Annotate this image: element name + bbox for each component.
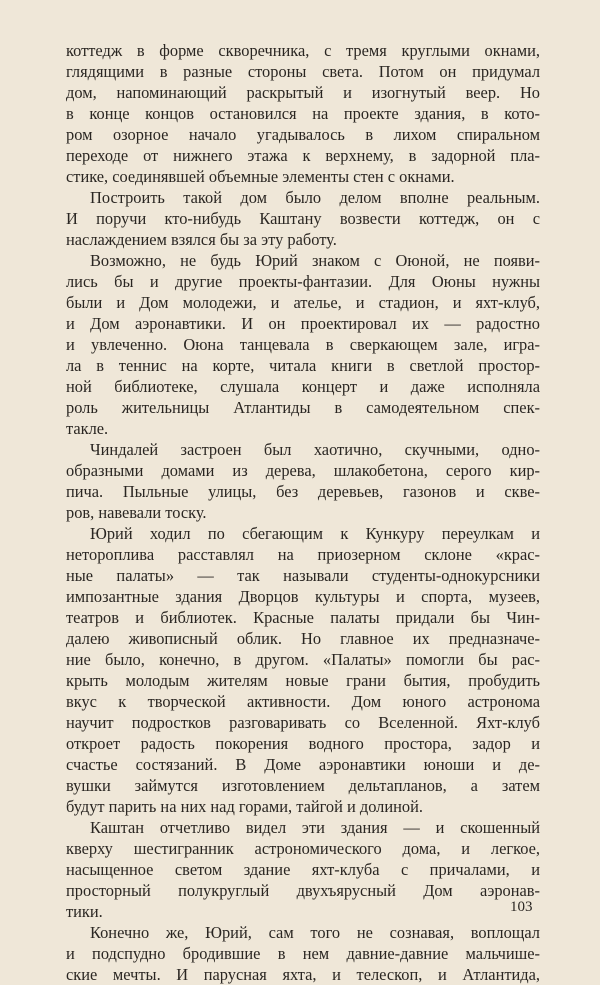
text-line: Возможно, не будь Юрий знаком с Оюной, не появи- [90,251,540,270]
text-line: ной библиотеке, слушала концерт и даже исполняла [66,377,540,396]
text-line: ла в теннис на корте, читала книги в светлой простор- [66,356,540,375]
text-line: ные палаты» — так называли студенты-однокурсники [66,566,540,585]
text-line: Каштан отчетливо видел эти здания — и скошенный [90,818,540,837]
text-line: вушки займутся изготовлением дельтапланов, а затем [66,776,540,795]
text-line: лись бы и другие проекты-фантазии. Для Оюны нужны [66,272,540,291]
text-line: пича. Пыльные улицы, без деревьев, газонов и скве- [66,482,540,501]
text-line: и Дом аэронавтики. И он проектировал их — радостно [66,314,540,333]
text-line: Конечно же, Юрий, сам того не сознавая, воплощал [90,923,540,942]
text-line: ние было, конечно, в другом. «Палаты» помогли бы рас- [66,650,540,669]
text-line: были и Дом молодежи, и ателье, и стадион, и яхт-клуб, [66,293,540,312]
text-line: ром озорное начало угадывалось в лихом спиральном [66,125,540,144]
text-line: дом, напоминающий раскрытый и изогнутый веер. Но [66,83,540,102]
text-line: тики. [66,902,103,921]
text-line: и подспудно бродившие в нем давние-давние мальчише- [66,944,540,963]
text-line: откроет радость покорения водного простора, задор и [66,734,540,753]
text-line: далею живописный облик. Но главное их предназначе- [66,629,540,648]
text-line: счастье состязаний. В Доме аэронавтики юноши и де- [66,755,540,774]
text-line: в конце концов остановился на проекте здания, в кото- [66,104,540,123]
text-line: стике, соединявшей объемные элементы стен с окнами. [66,167,455,186]
text-line: переходе от нижнего этажа к верхнему, в задорной пла- [66,146,540,165]
text-line: просторный полукруглый двухъярусный Дом аэронав- [66,881,540,900]
body-text [66,40,540,985]
text-line: образными домами из дерева, шлакобетона, серого кир- [66,461,540,480]
text-line: Юрий ходил по сбегающим к Кункуру переулкам и [90,524,540,543]
text-line: И поручи кто-нибудь Каштану возвести коттедж, он с [66,209,540,228]
text-line: глядящими в разные стороны света. Потом он придумал [66,62,540,81]
text-line: импозантные здания Дворцов культуры и спорта, музеев, [66,587,540,606]
text-line: наслаждением взялся бы за эту работу. [66,230,337,249]
text-line: ские мечты. И парусная яхта, и телескоп, и Атлантида, [66,965,540,984]
text-line: насыщенное светом здание яхт-клуба с причалами, и [66,860,540,879]
text-line: крыть молодым жителям новые грани бытия, пробудить [66,671,540,690]
page-number: 103 [510,899,533,915]
text-line: Чиндалей застроен был хаотично, скучными, одно- [90,440,540,459]
text-line: театров и библиотек. Красные палаты придали бы Чин- [66,608,540,627]
text-line: роль жительницы Атлантиды в самодеятельном спек- [66,398,540,417]
text-line: коттедж в форме скворечника, с тремя круглыми окнами, [66,41,540,60]
text-line: такле. [66,419,109,438]
text-line: кверху шестигранник астрономического дома, и легкое, [66,839,540,858]
text-line: Построить такой дом было делом вполне реальным. [90,188,540,207]
text-line: и увлеченно. Оюна танцевала в сверкающем зале, игра- [66,335,540,354]
text-line: научит подростков разговаривать со Вселенной. Яхт-клуб [66,713,540,732]
text-line: ров, навевали тоску. [66,503,207,522]
text-line: будут парить на них над горами, тайгой и долиной. [66,797,423,816]
text-line: вкус к творческой активности. Дом юного астронома [66,692,540,711]
text-line: нетороплива расставлял на приозерном склоне «крас- [66,545,540,564]
